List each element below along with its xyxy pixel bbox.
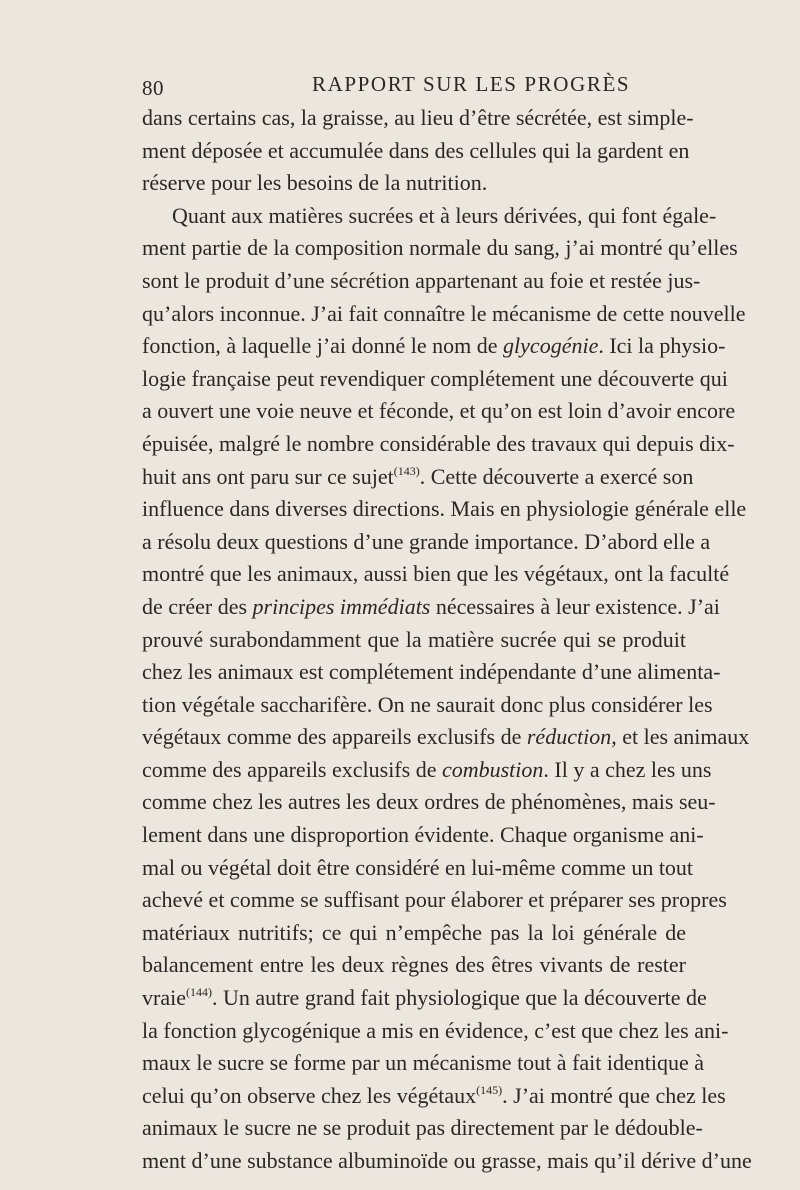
text-run: de créer des [142,593,253,619]
text-line [142,982,707,1015]
text-line [142,461,694,494]
text-line: ment d’une substance albuminoïde ou grasse, mais qu’il dérive d’une [142,1148,752,1173]
italic-term: glycogénie [503,333,599,359]
text-line: qu’alors inconnue. J’ai fait connaître le mécanisme de cette nouvelle [142,300,746,326]
footnote-reference: (143) [393,463,420,478]
text-line: a ouvert une voie neuve et féconde, et qu’on est loin d’avoir encore [142,398,736,424]
running-title: RAPPORT SUR LES PROGRÈS [312,72,631,96]
text-run: végétaux comme des appareils exclusifs de [142,724,527,750]
text-line: ment partie de la composition normale du sang, j’ai montré qu’elles [142,235,738,261]
footnote-reference: (145) [476,1082,503,1097]
text-run: celui qu’on observe chez les végétaux [142,1082,477,1108]
text-run: . J’ai montré que chez les [502,1082,726,1108]
page-header [142,72,684,104]
text-line: balancement entre les deux règnes des êtres vivants de rester [142,952,686,978]
text-line: mal ou végétal doit être considéré en lui-même comme un tout [142,854,694,880]
text-line: dans certains cas, la graisse, au lieu d’être sécrétée, est simple- [142,105,694,130]
italic-term: combustion [441,756,544,782]
text-line: Quant aux matières sucrées et à leurs dérivées, qui font égale- [172,202,717,228]
text-line: matériaux nutritifs; ce qui n’empêche pas la loi générale de [142,919,686,945]
text-run: . Ici la physio- [598,333,726,359]
text-run: , et les animaux [611,724,750,750]
text-run: fonction, à laquelle j’ai donné le nom de [142,333,504,359]
italic-term: principes immédiats [252,593,431,619]
text-line [142,330,726,363]
text-line: tion végétale saccharifère. On ne saurait donc plus considérer les [142,691,713,717]
text-line: réserve pour les besoins de la nutrition. [142,170,488,196]
text-line [142,754,712,787]
text-line: achevé et comme se suffisant pour élaborer et préparer ses propres [142,887,727,913]
text-run: huit ans ont paru sur ce sujet [142,463,394,489]
footnote-reference: (144) [185,985,212,1000]
text-run: . Il y a chez les uns [543,756,712,782]
text-line [142,591,720,624]
text-line [142,1080,726,1113]
text-run: . Un autre grand fait physiologique que la découverte de [211,985,707,1011]
text-line: lement dans une disproportion évidente. Chaque organisme ani- [142,822,704,848]
text-run: . Cette découverte a exercé son [419,463,694,489]
italic-term: réduction [526,724,612,750]
text-line: sont le produit d’une sécrétion appartenant au foie et restée jus- [142,267,701,293]
text-line: logie française peut revendiquer complétement une découverte qui [142,365,728,391]
text-line: comme chez les autres les deux ordres de phénomènes, mais seu- [142,789,716,815]
text-line: chez les animaux est complétement indépendante d’une alimenta- [142,659,721,685]
text-run: comme des appareils exclusifs de [142,756,442,782]
text-line: montré que les animaux, aussi bien que les végétaux, ont la faculté [142,561,730,587]
text-line: animaux le sucre ne se produit pas directement par le dédouble- [142,1115,703,1141]
body-text [142,102,752,1178]
text-line: a résolu deux questions d’une grande importance. D’abord elle a [142,528,711,554]
text-run: vraie [142,985,186,1011]
text-line: ment déposée et accumulée dans des cellules qui la gardent en [142,137,690,163]
text-line: maux le sucre se forme par un mécanisme tout à fait identique à [142,1050,705,1076]
text-line: prouvé surabondamment que la matière sucrée qui se produit [142,626,686,652]
text-line [142,721,750,754]
page-number: 80 [142,76,164,100]
text-line: épuisée, malgré le nombre considérable des travaux qui depuis dix- [142,430,735,456]
text-line: influence dans diverses directions. Mais en physiologie générale elle [142,496,747,522]
text-run: nécessaires à leur existence. J’ai [430,593,720,619]
text-line: la fonction glycogénique a mis en évidence, c’est que chez les ani- [142,1017,729,1043]
